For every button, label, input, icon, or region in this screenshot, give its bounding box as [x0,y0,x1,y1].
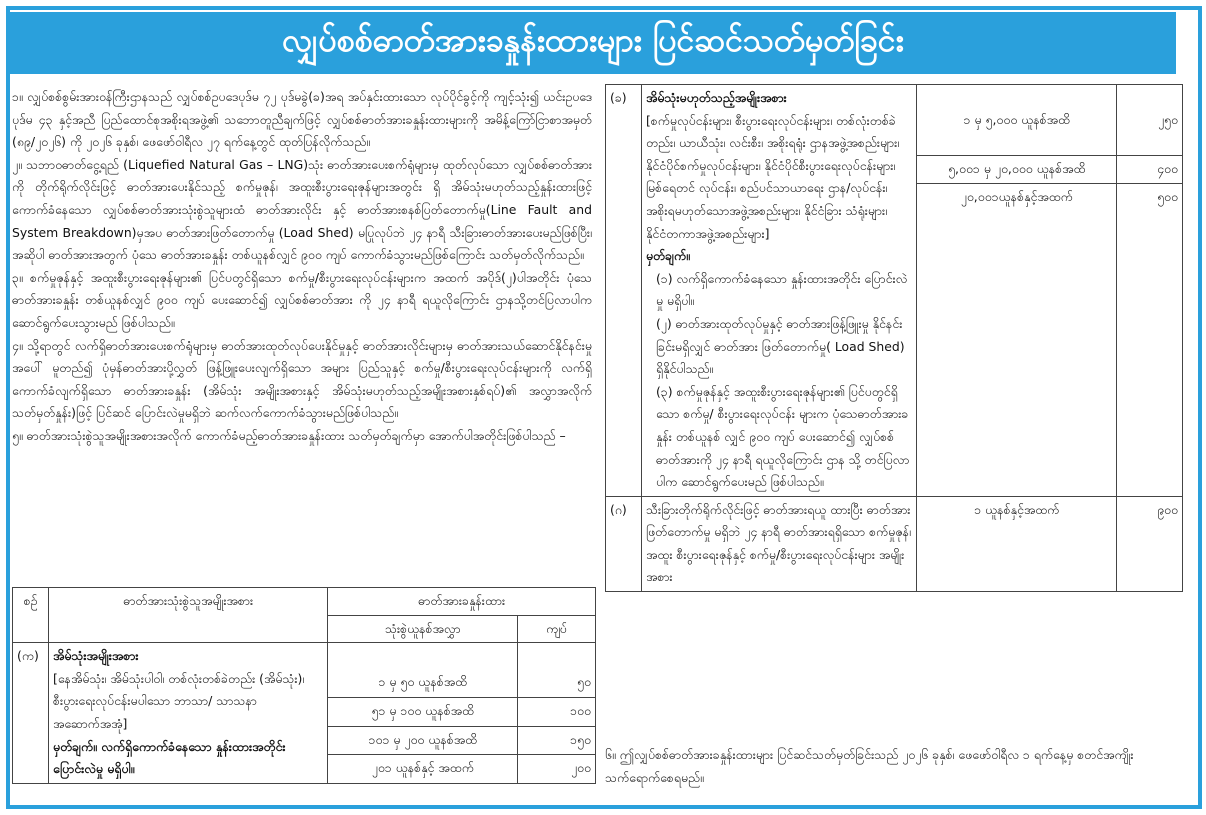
household-rate-table [12,587,596,784]
row-b-type [641,85,916,497]
header-units: သုံးစွဲယူနစ်အလွှာ [328,615,518,643]
paragraph-5: ၅။ ဓာတ်အားသုံးစွဲသူအမျိုးအစားအလိုက် ကောက်ခံမည့်ဓာတ်အားခနှုန်းထား သတ်မှတ်ချက်မှာ အောက်ပါအတိုင်းဖြစ်ပါသည် – [12,427,566,443]
row-b-note-1: (၁) လက်ရှိကောက်ခံနေသော နှုန်းထားအတိုင်း ပြောင်းလဲမှု မရှိပါ။ [655,270,908,309]
paragraph-1: ၁။ လျှပ်စစ်စွမ်းအားဝန်ကြီးဌာနသည် လျှပ်စစ်ဥပဒေပုဒ်မ ၇၂ ပုဒ်မခွဲ(ခ)အရ အပ်နှင်းထားသော လုပ်ပိုင်ခွင့်ကို ကျင့်သုံး၍ ယင်းဥပဒေ ပုဒ်မ ၄၃ နှင့်အညီ ပြည်ထောင်စုအစိုးရအဖွဲ့၏ သဘောတူညီချက်ဖြင့် လျှပ်စစ်ဓာတ်အားခနှုန်းထားများကို အမိန့်ကြော်ငြာစာအမှတ် (၈၉/၂၀၂၆) ကို ၂၀၂၆ ခုနှစ်၊ ဖေဖော်ဝါရီလ ၂၇ ရက်နေ့တွင် ထုတ်ပြန်လိုက်သည်။ [12,89,592,150]
row-a-desc: [နေအိမ်သုံး၊ အိမ်သုံးပါဝါ၊ တစ်လုံးတစ်ခဲတည်း (အိမ်သုံး)၊ စီးပွားရေးလုပ်ငန်းမပါသော ဘာသာ/ သာသနာအဆောက်အအုံ] [52,670,305,731]
tier-range: ၁ မှ ၅,၀၀၀ ယူနစ်အထိ [917,85,1117,156]
header-kyat: ကျပ် [518,615,596,643]
row-c-range: ၁ ယူနစ်နှင့်အထက် [917,496,1117,591]
tier-range: ၂၀၁ ယူနစ်နှင့် အထက် [328,755,518,783]
row-c-desc: သီးခြားတိုက်ရိုက်လိုင်းဖြင့် ဓာတ်အားရယူ ထားပြီး ဓာတ်အားဖြတ်တောက်မှု မရှိဘဲ ၂၄ နာရီ ဓာတ်အားရရှိသော စက်မှုဇုန်၊ အထူး စီးပွားရေးဇုန်နှင့် စက်မှု/စီးပွားရေးလုပ်ငန်းများ အမျိုးအစား [641,496,916,591]
row-b-note-title: မှတ်ချက်။ [645,248,690,264]
tier-price: ၂၅၀ [1117,85,1183,156]
row-a-type [48,643,328,784]
tier-price: ၁၅၀ [518,726,596,754]
row-c-price: ၉၀၀ [1117,496,1183,591]
row-b-title: အိမ်သုံးမဟုတ်သည့်အမျိုးအစား [645,90,787,105]
row-b-note-2: (၂) ဓာတ်အားထုတ်လုပ်မှုနှင့် ဓာတ်အားဖြန့်ဖြူးမှု နိုင်နင်းခြင်းမရှိလျှင် ဓာတ်အား ဖြတ်တောက်မှု( Load Shed) ရှိနိုင်ပါသည်။ [655,315,905,377]
effective-date-paragraph: ၆။ ဤလျှပ်စစ်ဓာတ်အားခနှုန်းထားများ ပြင်ဆင်သတ်မှတ်ခြင်းသည် ၂၀၂၆ ခုနှစ်၊ ဖေဖော်ဝါရီလ ၁ ရက်နေ့မှ စတင်အကျိုးသက်ရောက်စေရမည်။ [605,747,1134,785]
row-b-desc: [စက်မှုလုပ်ငန်းများ၊ စီးပွားရေးလုပ်ငန်းများ၊ တစ်လုံးတစ်ခဲတည်း၊ ယာယီသုံး၊ လင်းစီး၊ အစိုးရရုံး ဌာနအဖွဲ့အစည်းများ၊ နိုင်ငံပိုင်စက်မှုလုပ်ငန်းများ၊ နိုင်ငံပိုင်စီးပွားရေးလုပ်ငန်းများ၊ မြစ်ရေတင် လုပ်ငန်း၊ စည်ပင်သာယာရေး ဌာန/လုပ်ငန်း၊ အစိုးရမဟုတ်သောအဖွဲ့အစည်းများ၊ နိုင်ငံခြား သံရုံးများ၊ နိုင်ငံတကာအဖွဲ့အစည်းများ] [645,112,900,241]
tier-range: ၁၀၁ မှ ၂၀၀ ယူနစ်အထိ [328,726,518,754]
page-title: လျှပ်စစ်ဓာတ်အားခနှုန်းထားများ ပြင်ဆင်သတ်မှတ်ခြင်း [10,12,1176,74]
tier-price: ၁၀၀ [518,698,596,726]
header-no: စဉ် [13,588,49,643]
tier-price: ၄၀၀ [1117,156,1183,184]
tier-price: ၅၀၀ [1117,183,1183,496]
row-a-no: (က) [13,643,49,784]
paragraph-4: ၄။ သို့ရာတွင် လက်ရှိဓာတ်အားပေးစက်ရုံများမှ ဓာတ်အားထုတ်လုပ်ပေးနိုင်မှုနှင့် ဓာတ်အားလိုင်းများမှ ဓာတ်အားသယ်ဆောင်နိုင်နင်းမှုအပေါ် မူတည်၍ ပုံမှန်ဓာတ်အားပို့လွှတ် ဖြန့်ဖြူးပေးလျက်ရှိသော အများ ပြည်သူနှင့် စက်မှု/စီးပွားရေးလုပ်ငန်းများကို လက်ရှိကောက်ခံလျက်ရှိသော ဓာတ်အားခနှုန်း (အိမ်သုံး အမျိုးအစားနှင့် အိမ်သုံးမဟုတ်သည့်အမျိုးအစားနှစ်ရပ်)၏ အလွှာအလိုက် သတ်မှတ်နှုန်း)ဖြင့် ပြင်ဆင် ပြောင်းလဲမှုမရှိဘဲ ဆက်လက်ကောက်ခံသွားမည်ဖြစ်ပါသည်။ [12,337,592,421]
row-b-note-3: (၃) စက်မှုဇုန်နှင့် အထူးစီးပွားရေးဇုန်များ၏ ပြင်ပတွင်ရှိသော စက်မှု/ စီးပွားရေးလုပ်ငန်း များက ပုံသေဓာတ်အားခနှုန်း တစ်ယူနစ် လျှင် ၉၀၀ ကျပ် ပေးဆောင်၍ လျှပ်စစ် ဓာတ်အားကို ၂၄ နာရီ ရယူလိုကြောင်း ဌာန သို့ တင်ပြလာပါက ဆောင်ရွက်ပေးမည် ဖြစ်ပါသည်။ [655,383,910,490]
row-a-title: အိမ်သုံးအမျိုးအစား [52,648,139,664]
paragraph-2: ၂။ သဘာဝဓာတ်ငွေ့ရည် (Liquefied Natural Gas – LNG)သုံး ဓာတ်အားပေးစက်ရုံများမှ ထုတ်လုပ်သော လျှပ်စစ်ဓာတ်အားကို တိုက်ရိုက်လိုင်းဖြင့် ဓာတ်အားပေးနိုင်သည့် စက်မှုဇုန်၊ အထူးစီးပွားရေးဇုန်များအတွင်း ရှိ အိမ်သုံးမဟုတ်သည့်နှုန်းထားဖြင့် ကောက်ခံနေသော လျှပ်စစ်ဓာတ်အားသုံးစွဲသူများထံ ဓာတ်အားလိုင်း နှင့် ဓာတ်အားစနစ်ပြတ်တောက်မှု(Line Fault and System Breakdown)မှအပ ဓာတ်အားဖြတ်တောက်မှု (Load Shed) မပြုလုပ်ဘဲ ၂၄ နာရီ သီးခြားဓာတ်အားပေးမည်ဖြစ်ပြီး၊ အဆိုပါ ဓာတ်အားအတွက် ပုံသေ ဓာတ်အားခနှုန်း တစ်ယူနစ်လျှင် ၉၀၀ ကျပ် ကောက်ခံသွားမည်ဖြစ်ကြောင်း သတ်မှတ်လိုက်သည်။ [12,156,592,263]
tier-range: ၂၀,၀၀၁ယူနစ်နှင့်အထက် [917,183,1117,496]
tier-price: ၂၀၀ [518,755,596,783]
row-a-note: မှတ်ချက်။ လက်ရှိကောက်ခံနေသော နှုန်းထားအတိုင်း ပြောင်းလဲမှု မရှိပါ။ [52,738,286,777]
tier-range: ၅၁ မှ ၁၀၀ ယူနစ်အထိ [328,698,518,726]
tier-range: ၅,၀၀၁ မှ ၂၀,၀၀၀ ယူနစ်အထိ [917,156,1117,184]
row-c-no: (ဂ) [606,496,642,591]
non-household-rate-table [605,84,1183,592]
left-column [12,86,592,448]
row-b-no: (ခ) [606,85,642,497]
header-rate: ဓာတ်အားခနှုန်းထား [328,588,596,616]
tier-range: ၁ မှ ၅၀ ယူနစ်အထိ [328,643,518,698]
paragraph-3: ၃။ စက်မှုဇုန်နှင့် အထူးစီးပွားရေးဇုန်များ၏ ပြင်ပတွင်ရှိသော စက်မှု/စီးပွားရေးလုပ်ငန်းများက အထက် အပိုဒ်(၂)ပါအတိုင်း ပုံသေဓာတ်အားခနှုန်း တစ်ယူနစ်လျှင် ၉၀၀ ကျပ် ပေးဆောင်၍ လျှပ်စစ်ဓာတ်အား ကို ၂၄ နာရီ ရယူလိုကြောင်း ဌာနသို့တင်ပြလာပါက ဆောင်ရွက်ပေးသွားမည် ဖြစ်ပါသည်။ [12,269,592,330]
tier-price: ၅၀ [518,643,596,698]
header-type: ဓာတ်အားသုံးစွဲသူအမျိုးအစား [48,588,328,643]
